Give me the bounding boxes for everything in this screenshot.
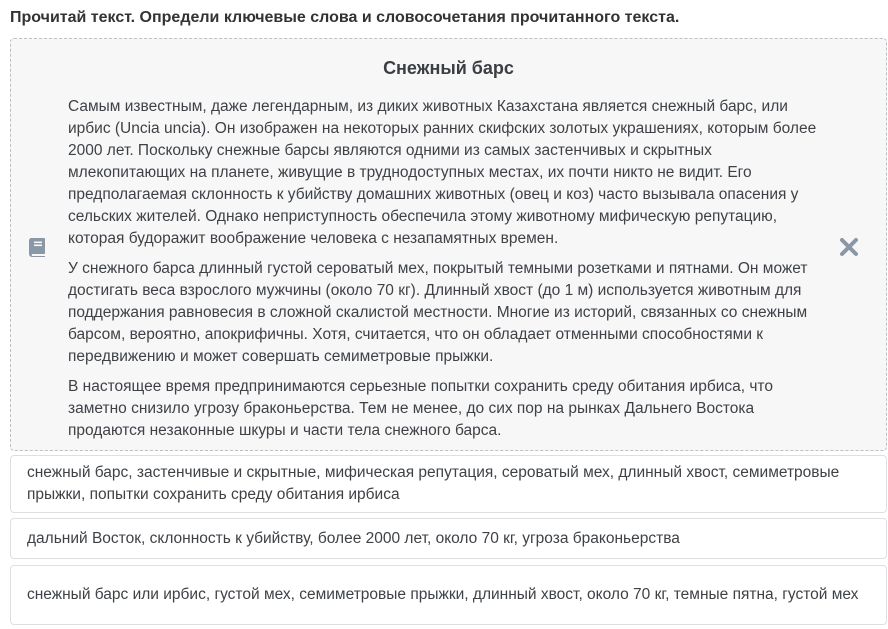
answer-option-2[interactable] bbox=[10, 518, 887, 559]
passage-paragraph-1: Самым известным, даже легендарным, из диких животных Казахстана является снежный барс, или ирбис (Uncia uncia). Он изображен на некоторых ранних скифских золотых украшениях, которым более 2000 лет. Поскольку снежные барсы являются одними из самых застенчивых и скрытных млекопитающих на планете, живущие в труднодоступных местах, их почти никто не видит. Его предполагаемая склонность к убийству домашних животных (овец и коз) часто вызывала опасения у сельских жителей. Однако неприступность обеспечила этому животному мифическую репутацию, которая будоражит воображение человека с незапамятных времен. bbox=[68, 98, 817, 247]
reading-passage bbox=[10, 38, 887, 451]
close-icon[interactable] bbox=[838, 236, 860, 258]
passage-text bbox=[68, 96, 828, 450]
question-prompt: Прочитай текст. Определи ключевые слова и словосочетания прочитанного текста. bbox=[10, 9, 680, 26]
answer-option-2-text: дальний Восток, склонность к убийству, более 2000 лет, около 70 кг, угроза браконьерства bbox=[27, 529, 680, 547]
passage-paragraph-3: В настоящее время предпринимаются серьезные попытки сохранить среду обитания ирбиса, что заметно снизило угрозу браконьерства. Тем не менее, до сих пор на рынках Дальнего Востока продаются незаконные шкуры и части тела снежного барса. bbox=[68, 378, 773, 439]
passage-paragraph-2: У снежного барса длинный густой сероватый мех, покрытый темными розетками и пятнами. Он может достигать веса взрослого мужчины (около 70 кг). Длинный хвост (до 1 м) используется животным для поддержания равновесия в сложной скалистой местности. Многие из историй, связанных со снежным барсом, вероятно, апокрифичны. Хотя, считается, что он обладает отменными способностями к передвижению и может совершать семиметровые прыжки. bbox=[68, 260, 808, 365]
passage-title: Снежный барс bbox=[383, 58, 514, 78]
answer-option-1-text: снежный барс, застенчивые и скрытные, мифическая репутация, сероватый мех, длинный хвост, семиметровые прыжки, попытки сохранить среду обитания ирбиса bbox=[27, 464, 840, 503]
book-icon bbox=[26, 235, 50, 259]
answer-option-1[interactable] bbox=[10, 455, 887, 513]
answer-option-3[interactable] bbox=[10, 565, 887, 625]
answer-option-3-text: снежный барс или ирбис, густой мех, семиметровые прыжки, длинный хвост, около 70 кг, темные пятна, густой мех bbox=[27, 586, 859, 603]
